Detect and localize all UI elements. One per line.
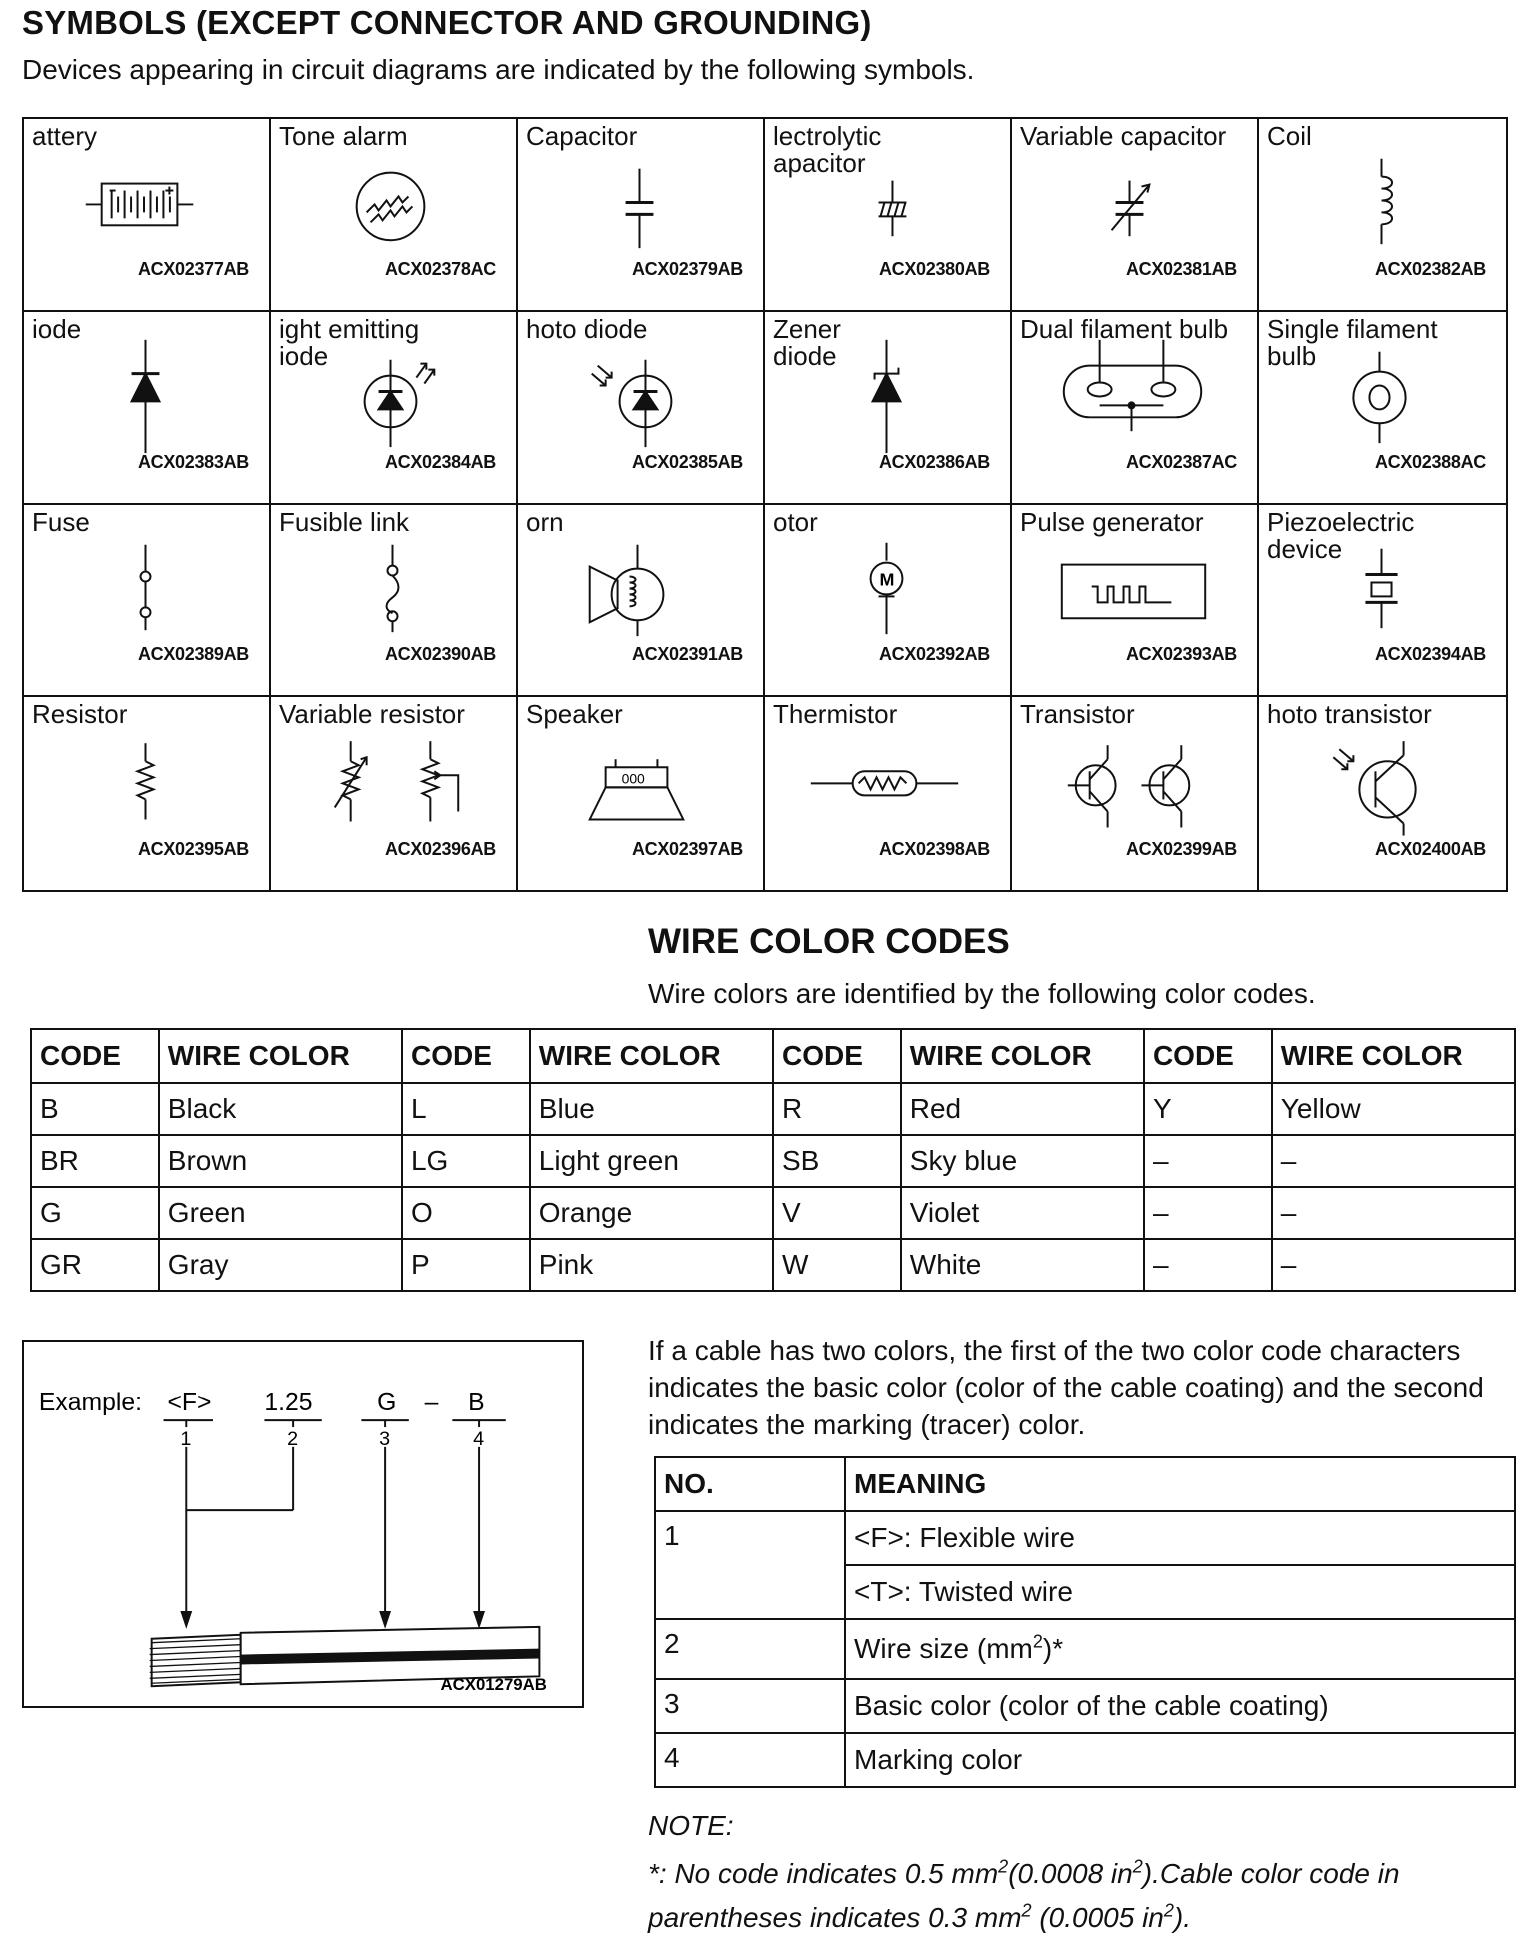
table-cell: – [1272, 1135, 1515, 1187]
column-header: CODE [1144, 1029, 1272, 1083]
symbol-code: ACX02397AB [631, 839, 743, 859]
note-text [648, 1852, 1528, 1940]
note-line1-b: (0.0008 in [1008, 1858, 1133, 1889]
symbol-code: ACX02388AC [1374, 451, 1486, 472]
symbol-cell [518, 697, 765, 890]
symbol-code: ACX02383AB [137, 451, 249, 472]
symbol-label: Pulse generator [1020, 506, 1204, 537]
table-cell: Light green [530, 1135, 773, 1187]
example-part-basic: G [377, 1389, 397, 1417]
example-number-4: 4 [473, 1427, 485, 1450]
speaker-coil-label: 000 [621, 770, 645, 787]
symbol-code: ACX02381AB [1125, 258, 1237, 279]
column-header: WIRE COLOR [1272, 1029, 1515, 1083]
superscript: 2 [998, 1856, 1009, 1877]
symbol-cell [24, 697, 271, 890]
symbol-cell [765, 119, 1012, 312]
table-cell: V [773, 1187, 901, 1239]
table-cell: Blue [530, 1083, 773, 1135]
symbol-label: Resistor [32, 699, 128, 730]
table-cell: Green [159, 1187, 402, 1239]
example-number-3: 3 [379, 1427, 391, 1450]
motor-letter: M [879, 568, 895, 589]
symbol-code: ACX02398AB [878, 839, 990, 859]
symbol-code: ACX02392AB [878, 644, 990, 665]
symbol-code: ACX02377AB [137, 258, 249, 279]
symbol-code: ACX02390AB [384, 644, 496, 665]
symbol-label: Fuse [32, 506, 90, 537]
table-cell: Gray [159, 1239, 402, 1291]
symbol-code: ACX02378AC [384, 258, 496, 279]
symbol-label: attery [32, 121, 98, 151]
row-no: 1 [655, 1511, 845, 1619]
symbol-label: Fusible link [279, 506, 410, 537]
table-row [655, 1679, 1515, 1733]
symbol-label: hoto diode [526, 313, 648, 344]
table-header-row [655, 1457, 1515, 1511]
symbol-cell [271, 119, 518, 312]
symbol-cell [1012, 505, 1259, 698]
intro-text: Devices appearing in circuit diagrams are indicated by the following symbols. [22, 54, 975, 85]
symbol-label: Coil [1267, 121, 1312, 151]
symbol-code: ACX02385AB [631, 451, 743, 472]
note-line2-a: parentheses indicates 0.3 mm [648, 1902, 1022, 1933]
table-cell: Orange [530, 1187, 773, 1239]
table-cell: O [402, 1187, 530, 1239]
symbol-label: Piezoelectric device [1267, 506, 1415, 564]
row-no: 2 [655, 1619, 845, 1679]
symbol-label: Zener diode [773, 313, 841, 371]
symbol-label: hoto transistor [1267, 699, 1432, 730]
symbol-grid [22, 117, 1508, 892]
symbol-cell [24, 505, 271, 698]
table-cell: Y [1144, 1083, 1272, 1135]
example-part-f: <F> [167, 1389, 212, 1417]
table-cell: L [402, 1083, 530, 1135]
meaning-text: Wire size (mm [854, 1633, 1033, 1664]
symbol-label: Single filament bulb [1267, 313, 1438, 371]
superscript: 2 [1021, 1900, 1032, 1921]
symbol-code: ACX02382AB [1374, 258, 1486, 279]
example-part-marking: B [468, 1389, 485, 1417]
row-meaning: <T>: Twisted wire [845, 1565, 1515, 1619]
example-prefix: Example: [38, 1389, 142, 1417]
table-cell: Red [901, 1083, 1144, 1135]
table-cell: SB [773, 1135, 901, 1187]
symbol-cell [1259, 505, 1506, 698]
column-header: CODE [31, 1029, 159, 1083]
symbol-code: ACX02394AB [1374, 644, 1486, 665]
wire-illustration [24, 1342, 582, 1706]
wire-color-title: WIRE COLOR CODES [648, 922, 1010, 961]
table-cell: B [31, 1083, 159, 1135]
column-header: WIRE COLOR [530, 1029, 773, 1083]
symbol-cell [1259, 312, 1506, 505]
note-line1-a: *: No code indicates 0.5 mm [648, 1858, 999, 1889]
symbol-code: ACX02384AB [384, 451, 496, 472]
symbol-cell [518, 119, 765, 312]
symbol-cell [271, 697, 518, 890]
table-cell: Brown [159, 1135, 402, 1187]
symbol-label: Dual filament bulb [1020, 313, 1229, 344]
meaning-table [654, 1456, 1516, 1788]
symbol-cell [518, 505, 765, 698]
table-cell: BR [31, 1135, 159, 1187]
symbol-cell [765, 697, 1012, 890]
symbol-cell [271, 312, 518, 505]
table-row [31, 1187, 1515, 1239]
symbol-label: Thermistor [773, 699, 898, 730]
table-cell: Sky blue [901, 1135, 1144, 1187]
symbol-code: ACX02400AB [1374, 839, 1486, 859]
symbol-cell [1259, 697, 1506, 890]
symbol-label: Transistor [1020, 699, 1135, 730]
page-title: SYMBOLS (EXCEPT CONNECTOR AND GROUNDING) [22, 4, 872, 41]
table-cell: Pink [530, 1239, 773, 1291]
header-no: NO. [655, 1457, 845, 1511]
table-cell: Yellow [1272, 1083, 1515, 1135]
example-number-1: 1 [180, 1427, 192, 1450]
symbol-code: ACX02396AB [384, 839, 496, 859]
superscript: 2 [1132, 1856, 1143, 1877]
symbol-cell [1259, 119, 1506, 312]
column-header: WIRE COLOR [901, 1029, 1144, 1083]
symbol-code: ACX02395AB [137, 839, 249, 859]
symbol-code: ACX02389AB [137, 644, 249, 665]
symbol-label: lectrolytic apacitor [773, 121, 882, 178]
example-dash: – [424, 1389, 439, 1417]
symbol-cell [1012, 697, 1259, 890]
note-label: NOTE: [648, 1810, 734, 1841]
wire-color-table [30, 1028, 1516, 1292]
table-cell: Violet [901, 1187, 1144, 1239]
row-meaning [845, 1619, 1515, 1679]
symbol-code: ACX02391AB [631, 644, 743, 665]
table-cell: White [901, 1239, 1144, 1291]
symbol-label: Variable resistor [279, 699, 465, 730]
symbol-code: ACX02393AB [1125, 644, 1237, 665]
table-cell: – [1272, 1187, 1515, 1239]
wire-color-intro: Wire colors are identified by the following color codes. [648, 978, 1316, 1009]
note-line1-c: ).Cable color code in [1142, 1858, 1400, 1889]
table-cell: – [1272, 1239, 1515, 1291]
table-header-row [31, 1029, 1515, 1083]
note-line2-b: (0.0005 in [1031, 1902, 1164, 1933]
table-row [655, 1733, 1515, 1787]
table-row [31, 1135, 1515, 1187]
symbol-label: Capacitor [526, 121, 638, 151]
table-cell: – [1144, 1239, 1272, 1291]
symbol-cell [1012, 119, 1259, 312]
column-header: CODE [773, 1029, 901, 1083]
symbol-cell [765, 505, 1012, 698]
example-number-2: 2 [287, 1427, 299, 1450]
row-no: 3 [655, 1679, 845, 1733]
symbol-code: ACX02379AB [631, 258, 743, 279]
symbol-cell [24, 119, 271, 312]
column-header: WIRE COLOR [159, 1029, 402, 1083]
meaning-tail: )* [1042, 1633, 1064, 1664]
table-row [655, 1619, 1515, 1679]
row-meaning: Marking color [845, 1733, 1515, 1787]
table-cell: LG [402, 1135, 530, 1187]
table-cell: GR [31, 1239, 159, 1291]
example-figure-code: ACX01279AB [440, 1675, 547, 1695]
symbol-code: ACX02380AB [878, 258, 990, 279]
table-cell: W [773, 1239, 901, 1291]
row-meaning: Basic color (color of the cable coating) [845, 1679, 1515, 1733]
symbol-cell [765, 312, 1012, 505]
symbol-cell [24, 312, 271, 505]
symbol-code: ACX02387AC [1125, 451, 1237, 472]
note-line2-c: ). [1173, 1902, 1191, 1933]
superscript: 2 [1163, 1900, 1174, 1921]
symbol-label: Tone alarm [279, 121, 408, 151]
table-cell: P [402, 1239, 530, 1291]
table-cell: – [1144, 1187, 1272, 1239]
header-meaning: MEANING [845, 1457, 1515, 1511]
table-row [31, 1239, 1515, 1291]
table-cell: Black [159, 1083, 402, 1135]
symbol-cell [518, 312, 765, 505]
symbol-cell [1012, 312, 1259, 505]
table-cell: R [773, 1083, 901, 1135]
wire-example-diagram [22, 1340, 584, 1708]
table-row [655, 1511, 1515, 1565]
two-color-explanation: If a cable has two colors, the first of the two color code characters indicates the basic color (color of the cable coating) and the second indicates the marking (tracer) color. [648, 1335, 1484, 1440]
row-no: 4 [655, 1733, 845, 1787]
symbol-label: iode [32, 313, 82, 344]
symbol-label: otor [773, 506, 818, 537]
symbol-label: ight emitting iode [279, 313, 420, 371]
symbol-cell [271, 505, 518, 698]
symbol-label: Speaker [526, 699, 623, 730]
table-row [31, 1083, 1515, 1135]
table-cell: G [31, 1187, 159, 1239]
row-meaning: <F>: Flexible wire [845, 1511, 1515, 1565]
example-part-size: 1.25 [264, 1389, 313, 1417]
column-header: CODE [402, 1029, 530, 1083]
table-cell: – [1144, 1135, 1272, 1187]
symbol-label: Variable capacitor [1020, 121, 1227, 151]
symbol-code: ACX02386AB [878, 451, 990, 472]
symbol-code: ACX02399AB [1125, 839, 1237, 859]
superscript: 2 [1032, 1631, 1043, 1652]
symbol-label: orn [526, 506, 564, 537]
